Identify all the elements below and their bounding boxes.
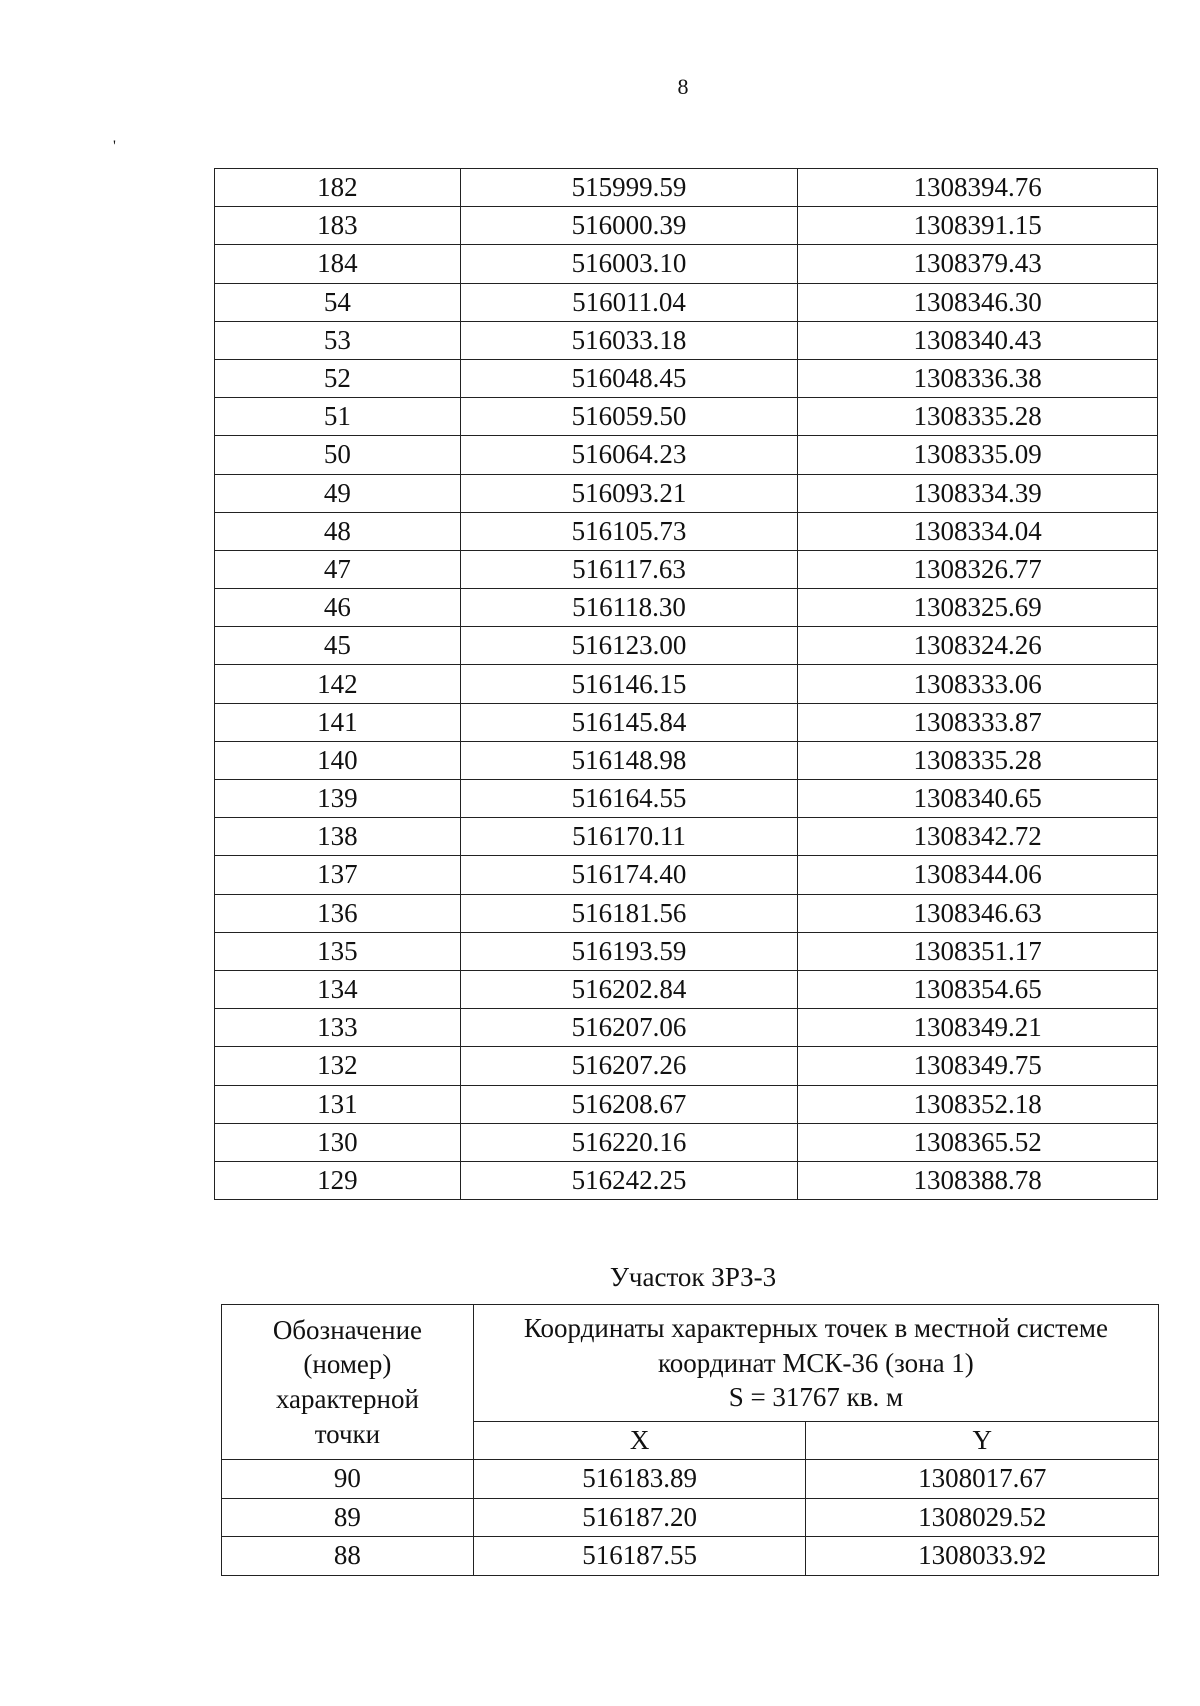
point-number-cell: 142 [215, 665, 461, 703]
y-coordinate-cell: 1308033.92 [806, 1537, 1159, 1576]
y-coordinate-cell: 1308349.75 [798, 1047, 1158, 1085]
point-number-cell: 139 [215, 780, 461, 818]
x-coordinate-cell: 515999.59 [460, 169, 798, 207]
x-coordinate-cell: 516117.63 [460, 550, 798, 588]
table-row [215, 589, 1158, 627]
table-row [215, 932, 1158, 970]
y-coordinate-cell: 1308335.09 [798, 436, 1158, 474]
table-header-row [222, 1305, 1159, 1422]
point-number-cell: 137 [215, 856, 461, 894]
y-coordinate-cell: 1308340.65 [798, 780, 1158, 818]
x-coordinate-cell: 516105.73 [460, 512, 798, 550]
table-row [215, 245, 1158, 283]
point-number-cell: 54 [215, 283, 461, 321]
coordinates-table-continued [214, 168, 1158, 1200]
x-coordinate-cell: 516187.20 [473, 1498, 806, 1537]
point-number-cell: 131 [215, 1085, 461, 1123]
point-number-cell: 47 [215, 550, 461, 588]
y-header: Y [806, 1422, 1159, 1460]
y-coordinate-cell: 1308391.15 [798, 207, 1158, 245]
point-number-cell: 134 [215, 970, 461, 1008]
y-coordinate-cell: 1308334.39 [798, 474, 1158, 512]
table-row [215, 283, 1158, 321]
header-line: (номер) [303, 1349, 392, 1380]
coordinates-table-zrz3-body [222, 1305, 1159, 1576]
point-number-cell: 49 [215, 474, 461, 512]
table-row [215, 321, 1158, 359]
point-number-cell: 53 [215, 321, 461, 359]
table-row [222, 1498, 1159, 1537]
table-row [222, 1537, 1159, 1576]
y-coordinate-cell: 1308349.21 [798, 1009, 1158, 1047]
coordinates-header [473, 1305, 1158, 1422]
point-number-cell: 132 [215, 1047, 461, 1085]
table-row [215, 818, 1158, 856]
x-coordinate-cell: 516208.67 [460, 1085, 798, 1123]
x-coordinate-cell: 516207.06 [460, 1009, 798, 1047]
point-number-cell: 50 [215, 436, 461, 474]
table-row [215, 474, 1158, 512]
x-coordinate-cell: 516187.55 [473, 1537, 806, 1576]
point-number-cell: 183 [215, 207, 461, 245]
point-number-cell: 48 [215, 512, 461, 550]
x-coordinate-cell: 516033.18 [460, 321, 798, 359]
table-row [222, 1460, 1159, 1499]
y-coordinate-cell: 1308324.26 [798, 627, 1158, 665]
x-coordinate-cell: 516183.89 [473, 1460, 806, 1499]
y-coordinate-cell: 1308379.43 [798, 245, 1158, 283]
table-row [215, 1047, 1158, 1085]
scan-mark: ' [113, 138, 116, 155]
table-row [215, 1085, 1158, 1123]
y-coordinate-cell: 1308365.52 [798, 1123, 1158, 1161]
x-coordinate-cell: 516164.55 [460, 780, 798, 818]
point-number-cell: 88 [222, 1537, 474, 1576]
table-row [215, 207, 1158, 245]
y-coordinate-cell: 1308334.04 [798, 512, 1158, 550]
coordinates-table-body [215, 169, 1158, 1200]
table-row [215, 741, 1158, 779]
y-coordinate-cell: 1308340.43 [798, 321, 1158, 359]
point-number-cell: 136 [215, 894, 461, 932]
x-header: X [473, 1422, 806, 1460]
point-number-cell: 89 [222, 1498, 474, 1537]
table-row [215, 970, 1158, 1008]
table-row [215, 169, 1158, 207]
y-coordinate-cell: 1308326.77 [798, 550, 1158, 588]
y-coordinate-cell: 1308346.63 [798, 894, 1158, 932]
section-title: Участок ЗРЗ-3 [609, 1262, 777, 1292]
x-coordinate-cell: 516220.16 [460, 1123, 798, 1161]
table-row [215, 894, 1158, 932]
y-coordinate-cell: 1308354.65 [798, 970, 1158, 1008]
table-row [215, 359, 1158, 397]
point-number-cell: 46 [215, 589, 461, 627]
x-coordinate-cell: 516242.25 [460, 1161, 798, 1199]
y-coordinate-cell: 1308394.76 [798, 169, 1158, 207]
table-row [215, 665, 1158, 703]
area-value: S = 31767 кв. м [728, 1382, 904, 1413]
point-number-cell: 133 [215, 1009, 461, 1047]
table-row [215, 1123, 1158, 1161]
point-number-cell: 135 [215, 932, 461, 970]
x-coordinate-cell: 516146.15 [460, 665, 798, 703]
x-coordinate-cell: 516145.84 [460, 703, 798, 741]
point-number-cell: 90 [222, 1460, 474, 1499]
table-row [215, 1161, 1158, 1199]
x-coordinate-cell: 516202.84 [460, 970, 798, 1008]
header-line: координат МСК-36 (зона 1) [658, 1347, 974, 1378]
x-coordinate-cell: 516000.39 [460, 207, 798, 245]
point-number-cell: 140 [215, 741, 461, 779]
x-coordinate-cell: 516048.45 [460, 359, 798, 397]
y-coordinate-cell: 1308352.18 [798, 1085, 1158, 1123]
y-coordinate-cell: 1308336.38 [798, 359, 1158, 397]
x-coordinate-cell: 516123.00 [460, 627, 798, 665]
y-coordinate-cell: 1308342.72 [798, 818, 1158, 856]
coordinates-table-zrz3 [221, 1304, 1159, 1576]
point-designation-header [222, 1305, 474, 1460]
table-row [215, 436, 1158, 474]
table-row [215, 398, 1158, 436]
header-line: Координаты характерных точек в местной системе [523, 1313, 1108, 1344]
x-coordinate-cell: 516170.11 [460, 818, 798, 856]
page-number: 8 [677, 74, 689, 99]
table-row [215, 780, 1158, 818]
point-number-cell: 141 [215, 703, 461, 741]
x-coordinate-cell: 516059.50 [460, 398, 798, 436]
point-number-cell: 184 [215, 245, 461, 283]
y-coordinate-cell: 1308325.69 [798, 589, 1158, 627]
x-coordinate-cell: 516148.98 [460, 741, 798, 779]
header-line: точки [314, 1418, 381, 1449]
point-number-cell: 129 [215, 1161, 461, 1199]
table-row [215, 703, 1158, 741]
x-coordinate-cell: 516064.23 [460, 436, 798, 474]
point-number-cell: 130 [215, 1123, 461, 1161]
point-number-cell: 52 [215, 359, 461, 397]
y-coordinate-cell: 1308346.30 [798, 283, 1158, 321]
y-coordinate-cell: 1308017.67 [806, 1460, 1159, 1499]
header-line: Обозначение [272, 1314, 423, 1345]
table-row [215, 512, 1158, 550]
x-coordinate-cell: 516207.26 [460, 1047, 798, 1085]
x-coordinate-cell: 516011.04 [460, 283, 798, 321]
table-row [215, 627, 1158, 665]
point-number-cell: 51 [215, 398, 461, 436]
x-coordinate-cell: 516181.56 [460, 894, 798, 932]
y-coordinate-cell: 1308344.06 [798, 856, 1158, 894]
y-coordinate-cell: 1308388.78 [798, 1161, 1158, 1199]
point-number-cell: 45 [215, 627, 461, 665]
x-coordinate-cell: 516003.10 [460, 245, 798, 283]
x-coordinate-cell: 516093.21 [460, 474, 798, 512]
y-coordinate-cell: 1308351.17 [798, 932, 1158, 970]
x-coordinate-cell: 516174.40 [460, 856, 798, 894]
header-line: характерной [275, 1384, 419, 1414]
x-coordinate-cell: 516118.30 [460, 589, 798, 627]
x-coordinate-cell: 516193.59 [460, 932, 798, 970]
table-row [215, 550, 1158, 588]
point-number-cell: 182 [215, 169, 461, 207]
y-coordinate-cell: 1308029.52 [806, 1498, 1159, 1537]
point-number-cell: 138 [215, 818, 461, 856]
y-coordinate-cell: 1308333.06 [798, 665, 1158, 703]
table-row [215, 856, 1158, 894]
y-coordinate-cell: 1308335.28 [798, 398, 1158, 436]
table-row [215, 1009, 1158, 1047]
y-coordinate-cell: 1308333.87 [798, 703, 1158, 741]
y-coordinate-cell: 1308335.28 [798, 741, 1158, 779]
